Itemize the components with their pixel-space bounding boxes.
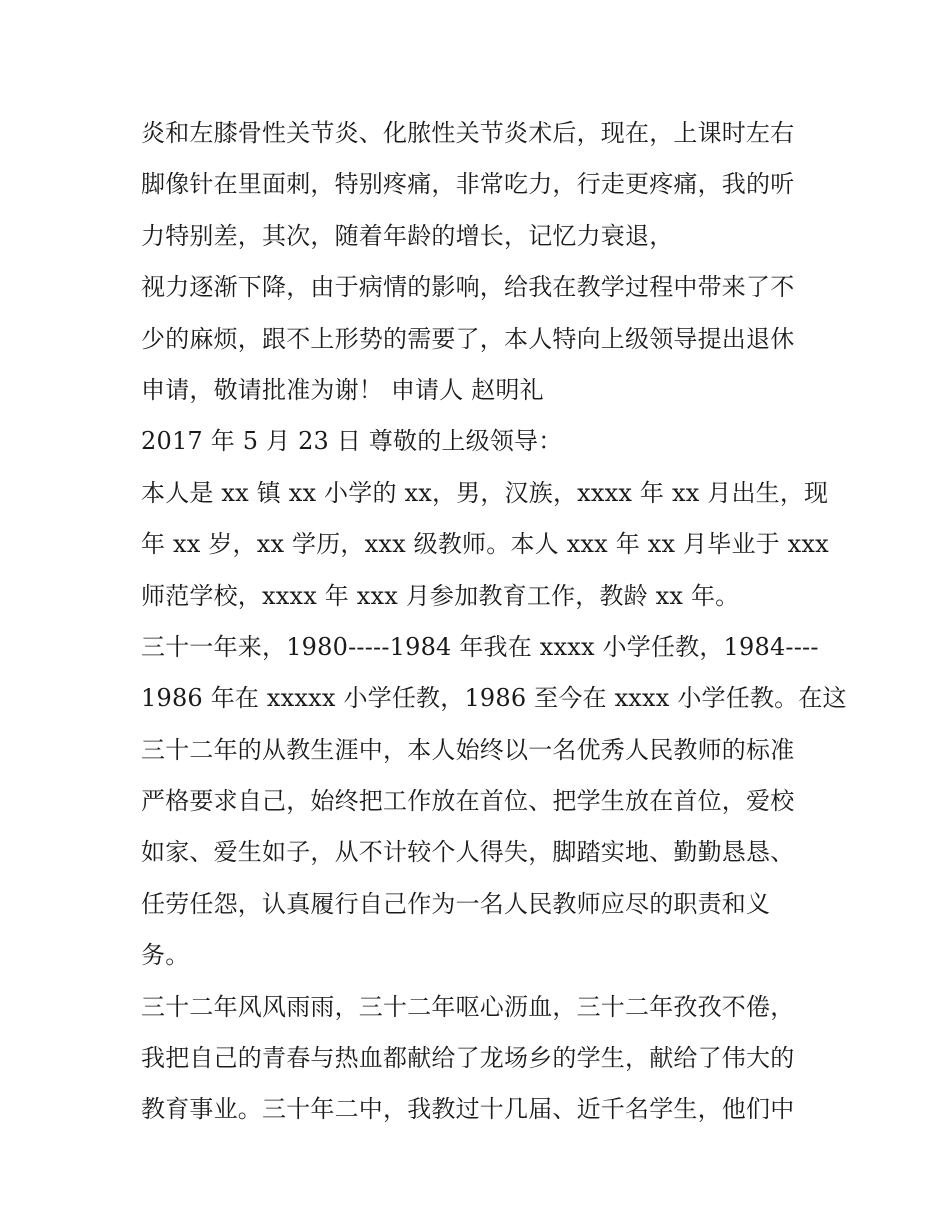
text-line: 严格要求自己，始终把工作放在首位、把学生放在首位，爱校 [141,787,795,816]
text-line: 三十二年的从教生涯中，本人始终以一名优秀人民教师的标准 [141,735,795,764]
text-line: 我把自己的青春与热血都献给了龙场乡的学生，献给了伟大的 [141,1044,795,1073]
text-line: 师范学校，xxxx 年 xxx 月参加教育工作，教龄 xx 年。 [141,581,740,610]
text-line: 如家、爱生如子，从不计较个人得失，脚踏实地、勤勤恳恳、 [141,838,795,867]
text-line: 少的麻烦，跟不上形势的需要了，本人特向上级领导提出退休 [141,324,795,353]
text-line: 务。 [141,941,190,970]
text-line: 1986 年在 xxxxx 小学任教，1986 至今在 xxxx 小学任教。在这 [141,684,847,713]
text-line: 脚像针在里面刺，特别疼痛，非常吃力，行走更疼痛，我的听 [141,170,795,199]
text-line: 三十二年风风雨雨，三十二年呕心沥血，三十二年孜孜不倦， [141,992,795,1021]
text-line: 2017 年 5 月 23 日 尊敬的上级领导： [141,427,563,456]
text-line: 教育事业。三十年二中，我教过十几届、近千名学生，他们中 [141,1095,795,1124]
text-line: 年 xx 岁，xx 学历，xxx 级教师。本人 xxx 年 xx 月毕业于 xxx [141,530,829,559]
text-line: 任劳任怨，认真履行自己作为一名人民教师应尽的职责和义 [141,889,771,918]
text-line: 申请，敬请批准为谢！ 申请人 赵明礼 [141,375,544,404]
text-line: 炎和左膝骨性关节炎、化脓性关节炎术后，现在，上课时左右 [141,119,795,147]
text-line: 本人是 xx 镇 xx 小学的 xx，男，汉族，xxxx 年 xx 月出生，现 [141,478,829,507]
text-line: 视力逐渐下降，由于病情的影响，给我在教学过程中带来了不 [141,273,795,302]
text-line: 力特别差，其次，随着年龄的增长，记忆力衰退， [141,221,674,250]
text-line: 三十一年来，1980-----1984 年我在 xxxx 小学任教，1984---- [141,632,819,661]
document-body [141,108,847,1136]
